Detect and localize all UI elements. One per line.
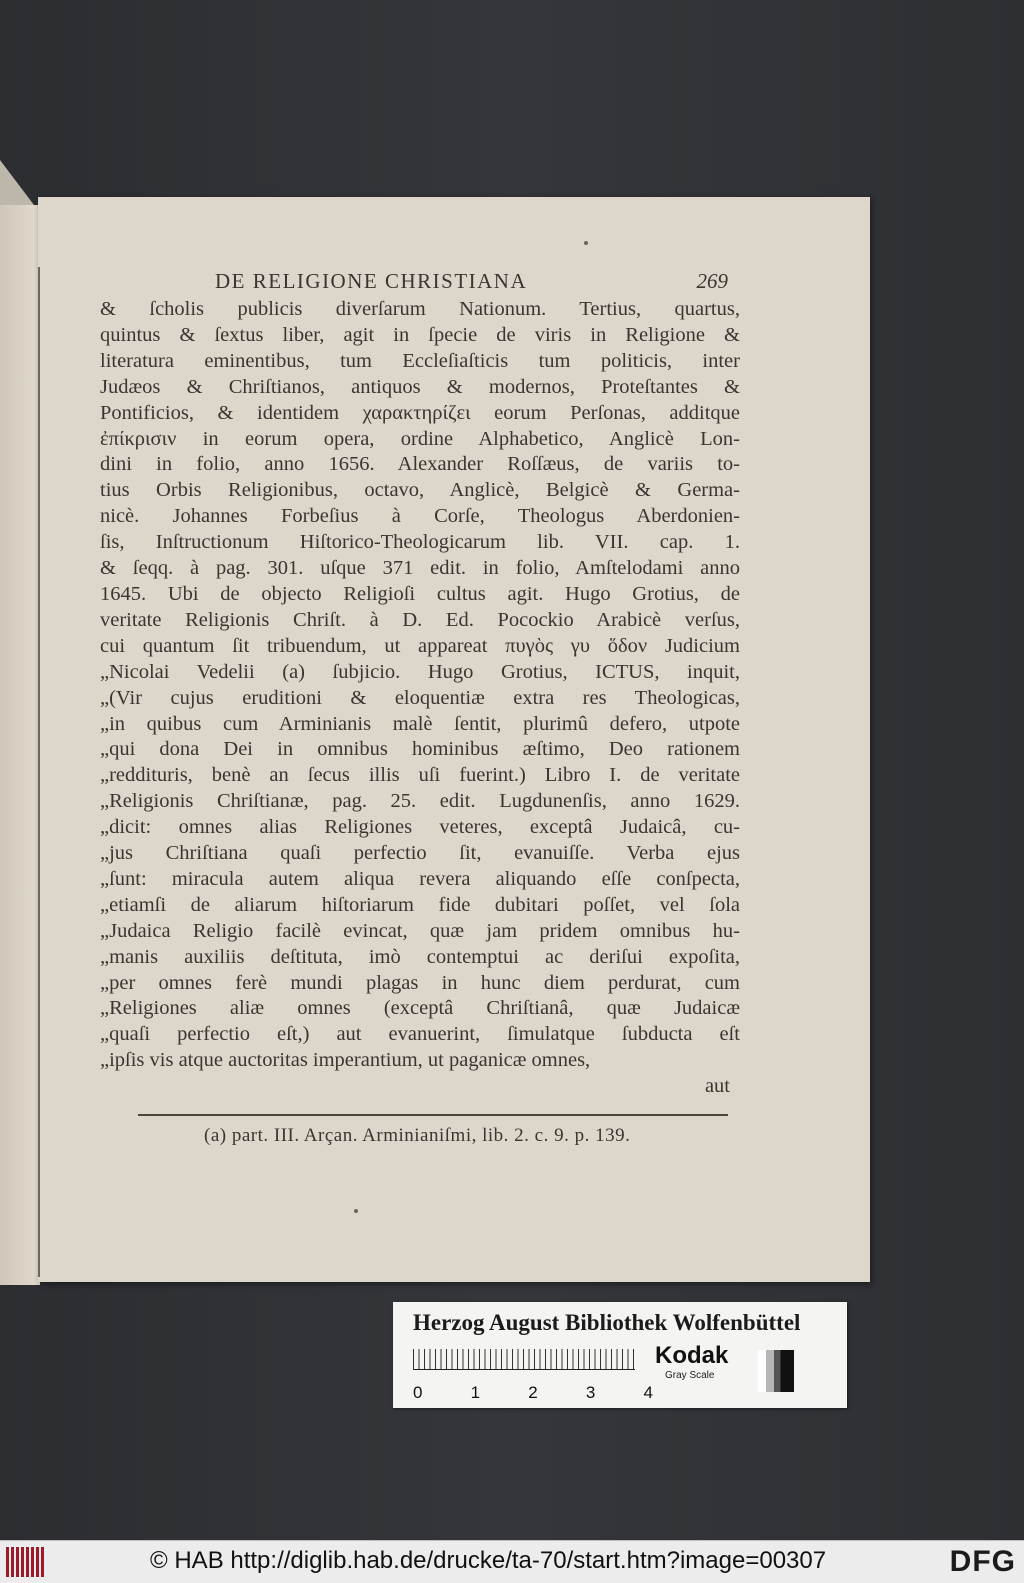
scale-number: 2 xyxy=(528,1383,538,1402)
scale-number: 3 xyxy=(585,1383,596,1402)
scale-number: 0 xyxy=(413,1383,423,1402)
scale-numbers xyxy=(413,1383,653,1403)
text-line: „Religiones aliæ omnes (exceptâ Chriſtianâ, quæ Judaicæ xyxy=(100,997,740,1020)
text-line: „ſunt: miracula autem aliqua revera aliquando eſſe conſpecta, xyxy=(100,867,740,890)
running-head xyxy=(100,269,740,297)
text-line: ſis, Inſtructionum Hiſtorico-Theologicarum lib. VII. cap. 1. xyxy=(100,531,740,554)
text-line: Pontificios, & identidem χαρακτηρίζει eorum Perſonas, additque xyxy=(100,401,740,424)
text-line: ἐπίκρισιν in eorum opera, ordine Alphabetico, Anglicè Lon- xyxy=(100,427,740,450)
text-line: „(Vir cujus eruditioni & eloquentiæ extra res Theologicas, xyxy=(100,686,740,709)
catchword: aut xyxy=(704,1075,730,1098)
page-number: 269 xyxy=(696,269,728,293)
left-page-corner xyxy=(0,160,34,205)
text-line: „manis auxiliis deſtituta, imò contemptui ac deriſui expoſita, xyxy=(100,945,740,968)
text-line: quintus & ſextus liber, agit in ſpecie de viris in Religione & xyxy=(100,323,740,346)
text-line: „Judaica Religio facilè evincat, quæ jam pridem omnibus hu- xyxy=(100,919,740,942)
text-line: „etiamſi de aliarum hiſtoriarum fide dubitari poſſet, vel ſola xyxy=(100,893,740,916)
page-text xyxy=(100,269,740,1100)
footer-bar xyxy=(0,1540,1024,1583)
body-lines xyxy=(100,297,740,1074)
scale-ruler xyxy=(413,1349,653,1402)
footnote: (a) part. III. Arçan. Arminianiſmi, lib. 2. c. 9. p. 139. xyxy=(204,1125,631,1146)
text-line: 1645. Ubi de objecto Religioſi cultus agit. Hugo Grotius, de xyxy=(100,582,740,605)
text-line: „Religionis Chriſtianæ, pag. 25. edit. Lugdunenſis, anno 1629. xyxy=(100,790,740,813)
text-line: „quaſi perfectio eſt,) aut evanuerint, ſimulatque ſubducta eſt xyxy=(100,1023,740,1046)
scale-ticks xyxy=(413,1349,635,1370)
gray-scale-swatch xyxy=(758,1350,794,1392)
label-title: Herzog August Bibliothek Wolfenbüttel xyxy=(413,1310,801,1335)
kodak-subtitle: Gray Scale xyxy=(665,1370,715,1381)
running-head-title: DE RELIGIONE CHRISTIANA xyxy=(215,269,528,293)
text-line: literatura eminentibus, tum Eccleſiaſticis tum politicis, inter xyxy=(100,349,740,372)
text-line: „reddituris, benè an ſecus illis uſi fuerint.) Libro I. de veritate xyxy=(100,764,740,787)
text-line: „in quibus cum Arminianis malè ſentit, plurimû defero, utpote xyxy=(100,712,740,735)
text-line: & ſcholis publicis diverſarum Nationum. Tertius, quartus, xyxy=(100,298,740,320)
text-line: „dicit: omnes alias Religiones veteres, exceptâ Judaicâ, cu- xyxy=(100,816,740,839)
text-line: „ipſis vis atque auctoritas imperantium, ut paganicæ omnes, xyxy=(100,1049,591,1072)
dfg-logo: DFG xyxy=(949,1545,1016,1578)
text-line: „per omnes ferè mundi plagas in hunc diem perdurat, cum xyxy=(100,971,740,994)
text-line: nicè. Johannes Forbeſius à Corſe, Theologus Aberdonien- xyxy=(100,505,740,528)
scale-number: 1 xyxy=(470,1383,481,1402)
gutter-line xyxy=(38,267,40,1277)
text-line: veritate Religionis Chriſt. à D. Ed. Pocockio Arabicè verſus, xyxy=(100,608,740,631)
book-page xyxy=(38,197,870,1282)
left-page-edge xyxy=(0,205,40,1285)
footnote-rule xyxy=(138,1114,728,1116)
text-line: „qui dona Dei in omnibus hominibus æſtimo, Deo rationem xyxy=(100,738,740,761)
footer-credit: © HAB http://diglib.hab.de/drucke/ta-70/start.htm?image=00307 xyxy=(150,1547,827,1574)
text-line: Judæos & Chriſtianos, antiquos & modernos, Proteſtantes & xyxy=(100,375,740,398)
text-line: tius Orbis Religionibus, octavo, Anglicè, Belgicè & Germa- xyxy=(100,479,740,502)
scale-number: 4 xyxy=(643,1383,653,1402)
text-line: dini in folio, anno 1656. Alexander Roſſæus, de variis to- xyxy=(100,453,740,476)
hab-logo-icon xyxy=(6,1547,46,1577)
text-line: „jus Chriſtiana quaſi perfectio ſit, evanuiſſe. Verba ejus xyxy=(100,842,740,865)
text-line: „Nicolai Vedelii (a) ſubjicio. Hugo Grotius, ICTUS, inquit, xyxy=(100,660,740,683)
library-label xyxy=(393,1302,847,1408)
paper-speck xyxy=(584,241,588,245)
text-line: cui quantum ſit tribuendum, ut appareat πυγὸς γυ ὅδον Judicium xyxy=(100,634,740,657)
paper-speck xyxy=(354,1209,358,1213)
text-line: & ſeqq. à pag. 301. uſque 371 edit. in folio, Amſtelodami anno xyxy=(100,557,740,580)
kodak-logo: Kodak xyxy=(655,1342,729,1369)
